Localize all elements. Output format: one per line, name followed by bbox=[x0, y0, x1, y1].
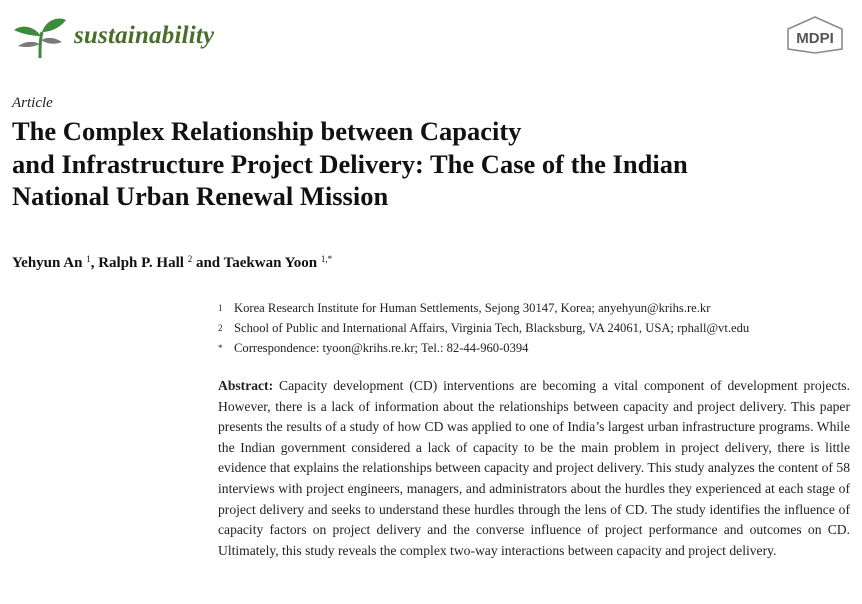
mdpi-logo[interactable] bbox=[784, 15, 846, 55]
author-separator: and bbox=[192, 255, 224, 271]
article-title bbox=[12, 115, 852, 213]
author-list bbox=[12, 254, 332, 272]
affiliations bbox=[218, 298, 749, 358]
title-line: National Urban Renewal Mission bbox=[12, 181, 389, 211]
author-separator: , bbox=[90, 255, 99, 271]
journal-name: sustainability bbox=[74, 22, 215, 49]
affiliation-item bbox=[218, 318, 749, 338]
author-name[interactable]: Yehyun An bbox=[12, 255, 83, 271]
correspondence-mark: * bbox=[218, 343, 223, 353]
author-affil-mark: 1 bbox=[86, 254, 91, 264]
seedling-icon bbox=[12, 12, 68, 60]
correspondence-text: Correspondence: tyoon@krihs.re.kr; Tel.: 82-44-960-0394 bbox=[234, 341, 529, 355]
abstract bbox=[218, 376, 850, 561]
journal-header bbox=[0, 0, 862, 70]
affiliation-item bbox=[218, 298, 749, 318]
affiliation-mark: 1 bbox=[218, 303, 223, 313]
author-name[interactable]: Ralph P. Hall bbox=[98, 255, 184, 271]
author-name[interactable]: Taekwan Yoon bbox=[223, 255, 318, 271]
abstract-label: Abstract: bbox=[218, 378, 274, 393]
author-affil-mark: 1,* bbox=[320, 254, 333, 264]
affiliation-text: School of Public and International Affairs, Virginia Tech, Blacksburg, VA 24061, USA; rphall@vt.edu bbox=[234, 321, 750, 335]
affiliation-mark: 2 bbox=[218, 323, 223, 333]
title-line: The Complex Relationship between Capacity bbox=[12, 116, 522, 146]
correspondence-item bbox=[218, 338, 749, 358]
mdpi-logo-text: MDPI bbox=[796, 30, 834, 47]
article-type: Article bbox=[12, 95, 53, 111]
affiliation-text: Korea Research Institute for Human Settlements, Sejong 30147, Korea; anyehyun@krihs.re.kr bbox=[234, 301, 711, 315]
journal-logo[interactable] bbox=[12, 12, 214, 60]
abstract-text: Capacity development (CD) interventions are becoming a vital component of development projects. However, there is a lack of information about the relationships between capacity and project delivery. This paper presents the results of a study of how CD was applied to one of India’s largest urban infrastructure programs. While the Indian government considered a lack of capacity to be the main problem in project delivery, there is little evidence that explains the relationships between capacity and project delivery. This study analyzes the content of 58 interviews with project engineers, managers, and administrators about the hurdles they experienced at each stage of project delivery and seeks to understand these hurdles through the lens of CD. The study identifies the influence of capacity factors on project delivery and the converse influence of project performance and outcomes on CD. Ultimately, this study reveals the complex two-way interactions between capacity and project delivery. bbox=[218, 378, 850, 558]
title-line: and Infrastructure Project Delivery: The Case of the Indian bbox=[12, 148, 688, 179]
author-affil-mark: 2 bbox=[187, 254, 193, 264]
